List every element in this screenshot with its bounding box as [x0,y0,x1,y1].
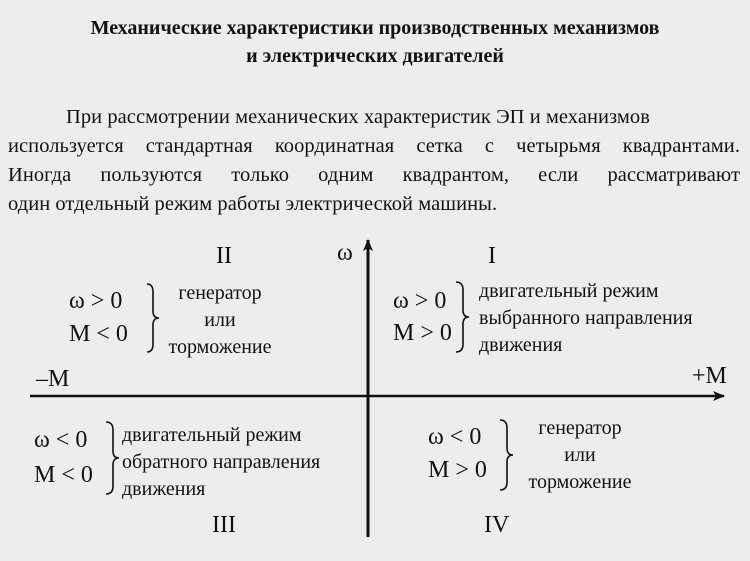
quadrant-numeral-i: I [488,243,496,269]
q4-desc-line-1: генератор [538,417,622,439]
q3-condition-omega: ω < 0 [34,427,88,453]
paragraph-line-3: Иногда пользуются только одним квадрантом, если рассматривают [8,164,740,186]
plus-m-axis-label: +M [692,363,727,389]
q2-desc-line-1: генератор [178,282,262,304]
q2-condition-omega: ω > 0 [69,288,123,314]
paragraph-line-1: При рассмотрении механических характеристик ЭП и механизмов [66,106,650,128]
q1-desc-line-3: движения [479,334,563,356]
minus-m-axis-label: –M [36,366,70,392]
q2-condition-m: M < 0 [69,321,128,347]
q1-desc-line-2: выбранного направления [479,307,693,329]
q4-desc-line-3: торможение [528,471,632,493]
q2-desc-line-3: торможение [168,336,272,358]
q4-condition-m: M > 0 [428,457,487,483]
quadrant-numeral-iv: IV [484,512,510,538]
q2-desc-line-2: или [204,309,236,331]
paragraph-line-2: используется стандартная координатная сетка с четырьмя квадрантами. [8,135,740,157]
omega-axis-label: ω [337,240,353,266]
q1-desc-line-1: двигательный режим [479,280,659,302]
title-line-1: Механические характеристики производственных механизмов [90,17,660,39]
title-line-2: и электрических двигателей [246,45,504,67]
q1-condition-m: M > 0 [393,320,452,346]
q4-desc-line-2: или [564,444,596,466]
brace-q1 [456,282,469,352]
brace-q3 [106,422,119,494]
q3-condition-m: M < 0 [34,462,93,488]
quadrant-numeral-ii: II [216,243,232,269]
quadrant-numeral-iii: III [212,512,236,538]
q3-desc-line-1: двигательный режим [122,424,302,446]
q4-condition-omega: ω < 0 [428,424,482,450]
q3-desc-line-3: движения [122,478,206,500]
q1-condition-omega: ω > 0 [393,288,447,314]
q3-desc-line-2: обратного направления [122,451,321,473]
paragraph-line-4: один отдельный режим работы электрической машины. [8,193,498,215]
